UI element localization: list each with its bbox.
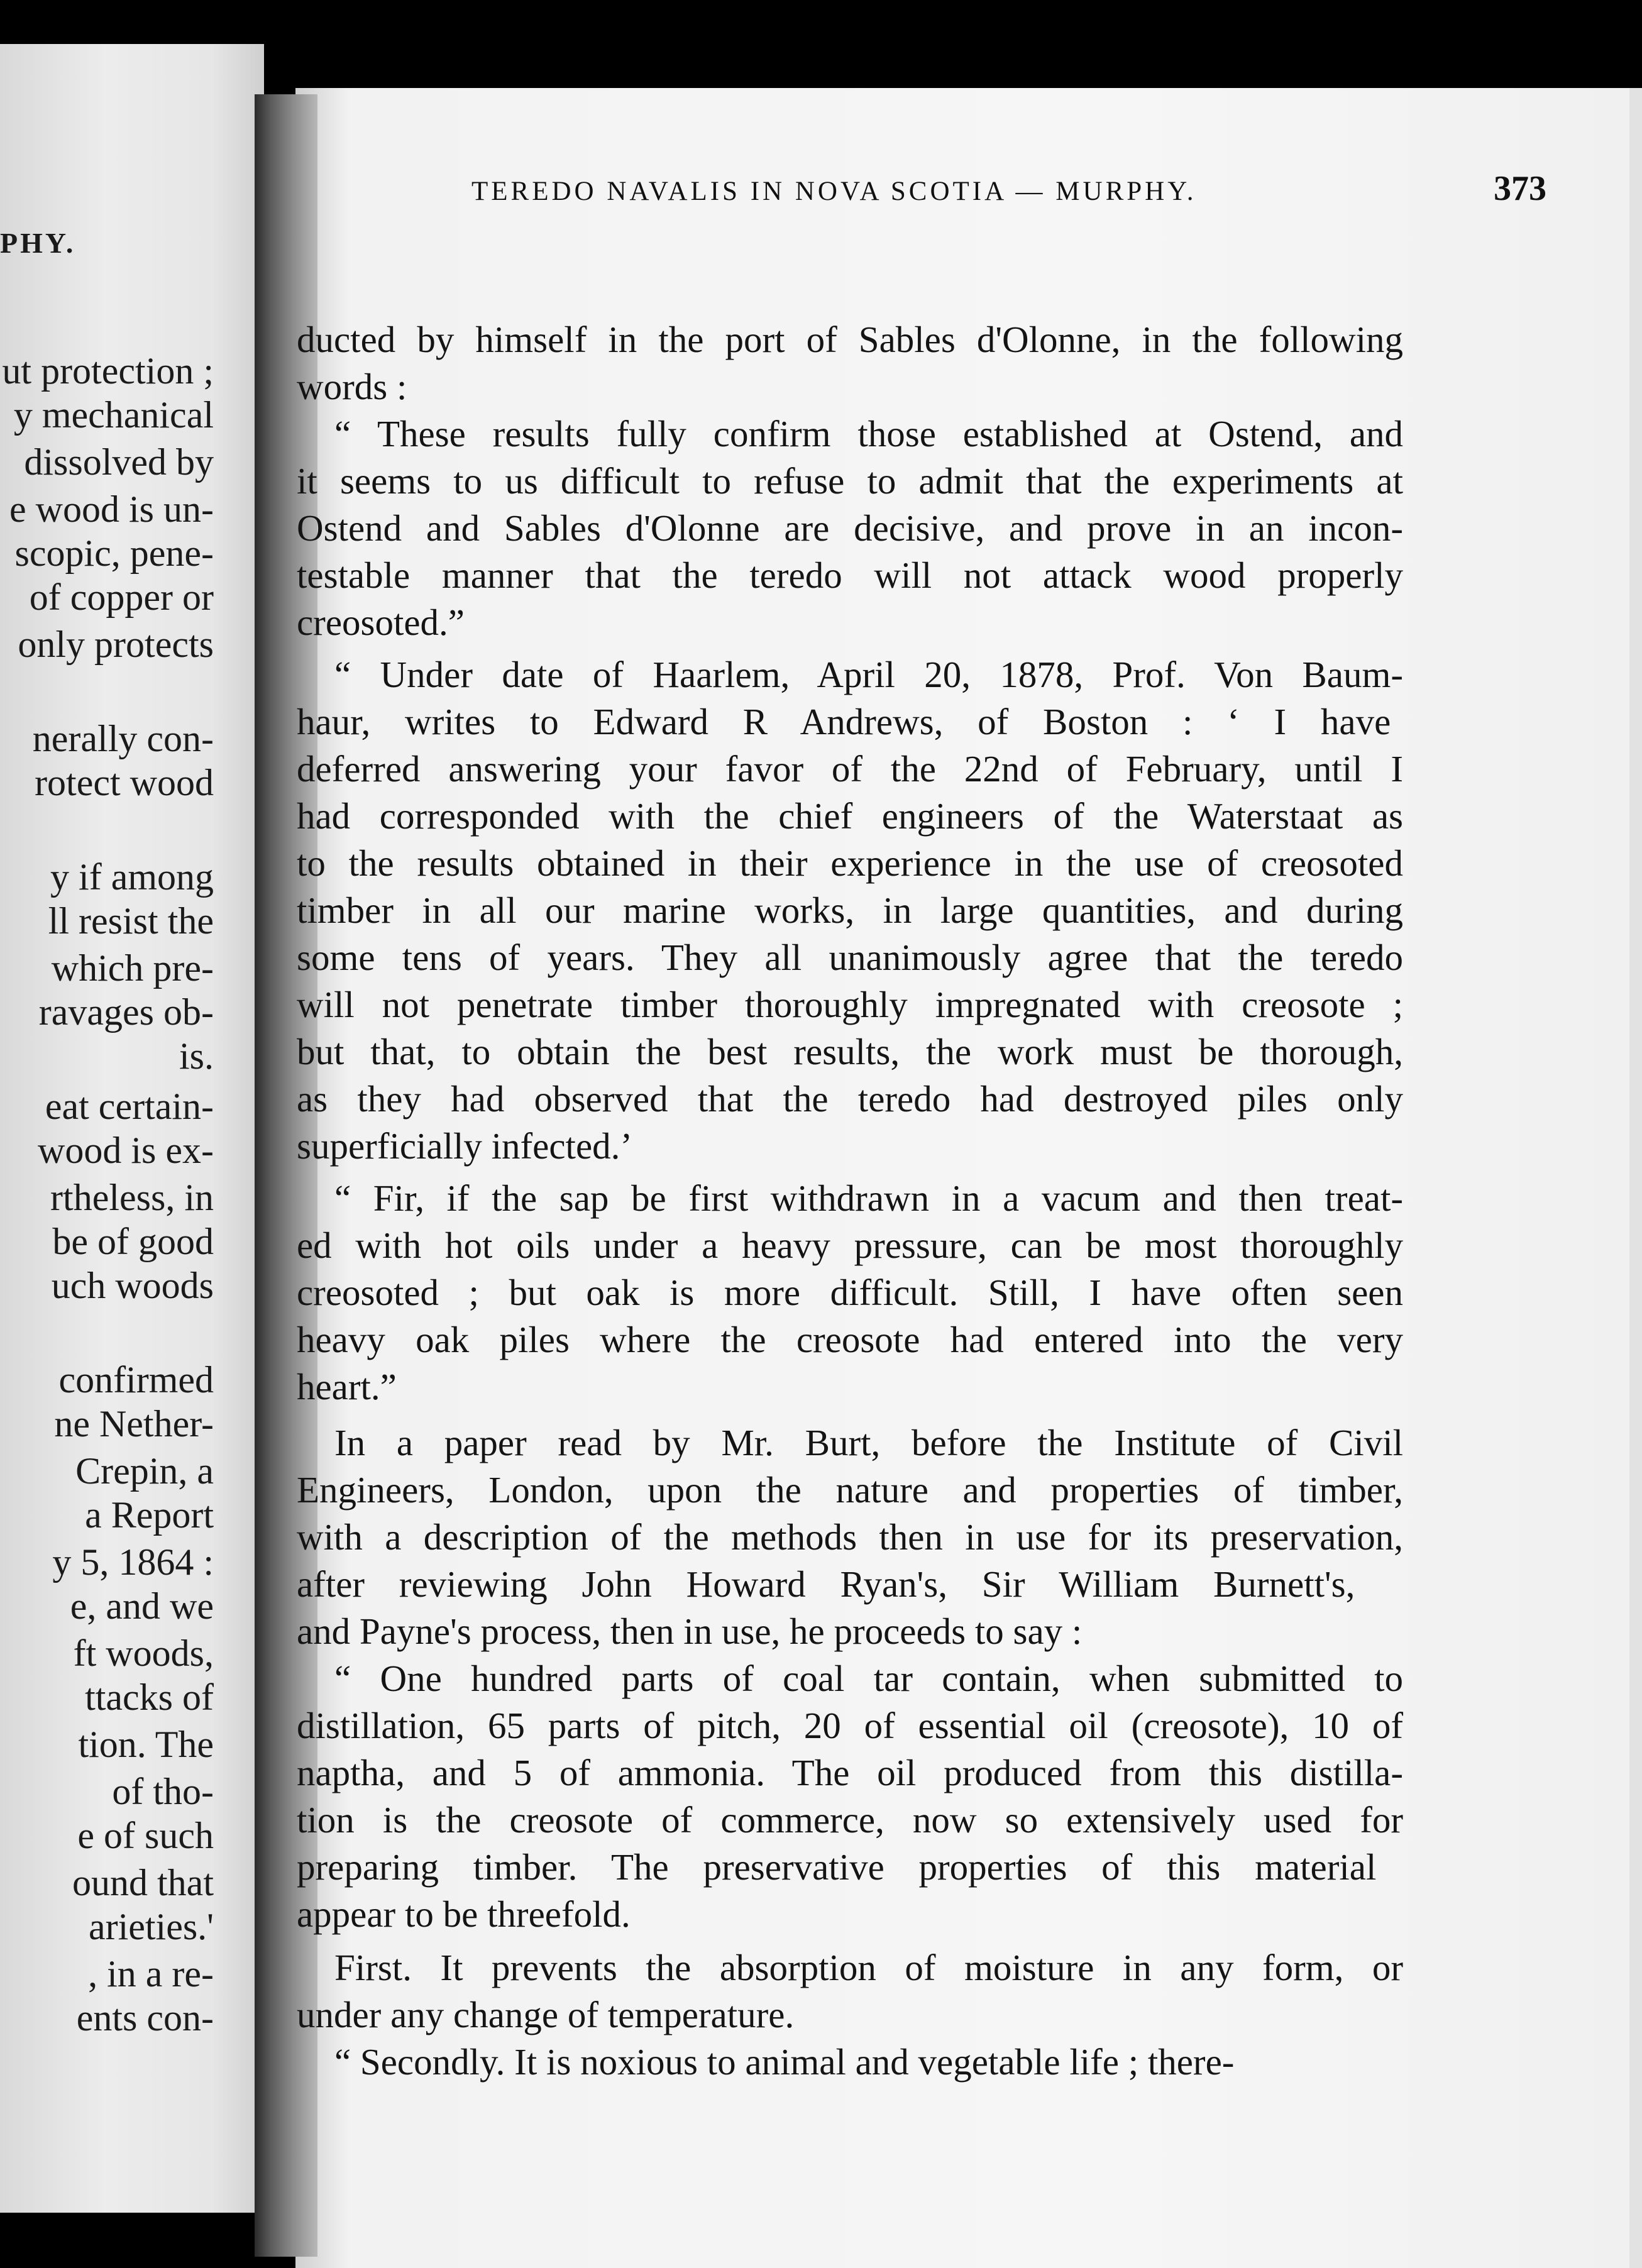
left-page-line: ound that (72, 1862, 214, 1903)
body-line: but that, to obtain the best results, the work must be thorough, (297, 1031, 1403, 1072)
left-page-line: of tho- (112, 1771, 214, 1812)
body-line: under any change of temperature. (297, 1994, 795, 2035)
left-page-line: is. (179, 1035, 214, 1077)
body-line: timber in all our marine works, in large quantities, and during (297, 889, 1403, 931)
body-line: tion is the creosote of commerce, now so extensively used for (297, 1799, 1403, 1841)
body-line: with a description of the methods then in use for its preservation, (297, 1516, 1403, 1558)
body-line: “ These results fully confirm those established at Ostend, and (334, 413, 1403, 454)
left-running-head: PHY. (0, 227, 76, 259)
body-line: some tens of years. They all unanimously agree that the teredo (297, 937, 1403, 978)
left-page (0, 44, 264, 2213)
body-line: naptha, and 5 of ammonia. The oil produced from this distilla- (297, 1752, 1403, 1793)
left-page-line: e, and we (70, 1585, 214, 1627)
left-page-line: wood is ex- (38, 1130, 214, 1171)
left-page-line: ut protection ; (2, 350, 214, 392)
body-line: preparing timber. The preservative properties of this material (297, 1846, 1377, 1888)
left-page-line: which pre- (51, 947, 214, 989)
left-page-line: eat certain- (45, 1086, 214, 1127)
page-edge (1629, 88, 1642, 2268)
left-page-line: ttacks of (85, 1676, 214, 1718)
body-line: “ Secondly. It is noxious to animal and vegetable life ; there- (334, 2041, 1235, 2083)
body-line: had corresponded with the chief engineers of the Waterstaat as (297, 795, 1403, 837)
body-line: First. It prevents the absorption of moisture in any form, or (334, 1947, 1403, 1988)
body-line: words : (297, 366, 407, 407)
body-line: testable manner that the teredo will not attack wood properly (297, 554, 1403, 596)
left-page-line: dissolved by (24, 441, 214, 483)
body-line: ed with hot oils under a heavy pressure, can be most thoroughly (297, 1225, 1403, 1266)
body-line: “ One hundred parts of coal tar contain, when submitted to (334, 1658, 1403, 1699)
left-page-line: e of such (77, 1815, 214, 1856)
page-number: 373 (1494, 169, 1546, 208)
left-page-line: rotect wood (35, 762, 214, 803)
body-line: creosoted ; but oak is more difficult. Still, I have often seen (297, 1272, 1403, 1313)
body-line: superficially infected.’ (297, 1125, 633, 1167)
running-title: TEREDO NAVALIS IN NOVA SCOTIA — MURPHY. (471, 177, 1197, 206)
body-line: “ Fir, if the sap be first withdrawn in a vacum and then treat- (334, 1177, 1403, 1219)
body-line: it seems to us difficult to refuse to admit that the experiments at (297, 460, 1403, 502)
left-page-line: ne Nether- (54, 1403, 214, 1445)
body-line: Engineers, London, upon the nature and properties of timber, (297, 1469, 1403, 1511)
body-line: In a paper read by Mr. Burt, before the Institute of Civil (334, 1422, 1403, 1463)
body-line: “ Under date of Haarlem, April 20, 1878, Prof. Von Baum- (334, 654, 1403, 695)
left-page-line: tion. The (78, 1724, 214, 1765)
left-page-line: a Report (85, 1494, 214, 1536)
body-line: ducted by himself in the port of Sables d'Olonne, in the following (297, 319, 1403, 360)
body-line: haur, writes to Edward R Andrews, of Boston : ‘ I have (297, 701, 1391, 742)
left-page-line: confirmed (58, 1359, 214, 1401)
left-page-line: rtheless, in (50, 1177, 214, 1218)
left-page-line: , in a re- (88, 1953, 214, 1995)
left-page-line: y 5, 1864 : (52, 1541, 214, 1583)
body-line: as they had observed that the teredo had destroyed piles only (297, 1078, 1403, 1120)
body-line: and Payne's process, then in use, he proceeds to say : (297, 1610, 1083, 1652)
body-line: creosoted.” (297, 602, 465, 643)
left-page-line: ll resist the (48, 900, 214, 942)
left-page-line: uch woods (51, 1265, 214, 1306)
left-page-line: ft woods, (73, 1632, 214, 1674)
left-page-line: e wood is un- (9, 488, 214, 530)
body-line: heavy oak piles where the creosote had entered into the very (297, 1319, 1403, 1360)
body-line: appear to be threefold. (297, 1893, 631, 1935)
left-page-line: scopic, pene- (14, 532, 214, 574)
body-line: after reviewing John Howard Ryan's, Sir William Burnett's, (297, 1563, 1355, 1605)
body-line: Ostend and Sables d'Olonne are decisive, and prove in an incon- (297, 507, 1403, 549)
body-line: heart.” (297, 1366, 397, 1407)
body-line: will not penetrate timber thoroughly impregnated with creosote ; (297, 984, 1403, 1025)
body-line: distillation, 65 parts of pitch, 20 of essential oil (creosote), 10 of (297, 1705, 1403, 1746)
running-head (471, 168, 1546, 209)
left-page-line: y mechanical (13, 394, 214, 436)
left-page-line: y if among (50, 856, 214, 898)
left-page-line: ravages ob- (38, 991, 214, 1033)
left-page-line: ents con- (76, 1997, 214, 2039)
left-page-line: arieties.' (88, 1906, 214, 1947)
body-line: deferred answering your favor of the 22nd of February, until I (297, 748, 1403, 790)
left-page-line: of copper or (29, 576, 214, 618)
left-page-line: only protects (18, 624, 214, 665)
body-line: to the results obtained in their experience in the use of creosoted (297, 842, 1403, 884)
left-page-line: be of good (52, 1221, 214, 1262)
left-page-line: Crepin, a (75, 1450, 214, 1492)
left-page-line: nerally con- (32, 718, 214, 759)
